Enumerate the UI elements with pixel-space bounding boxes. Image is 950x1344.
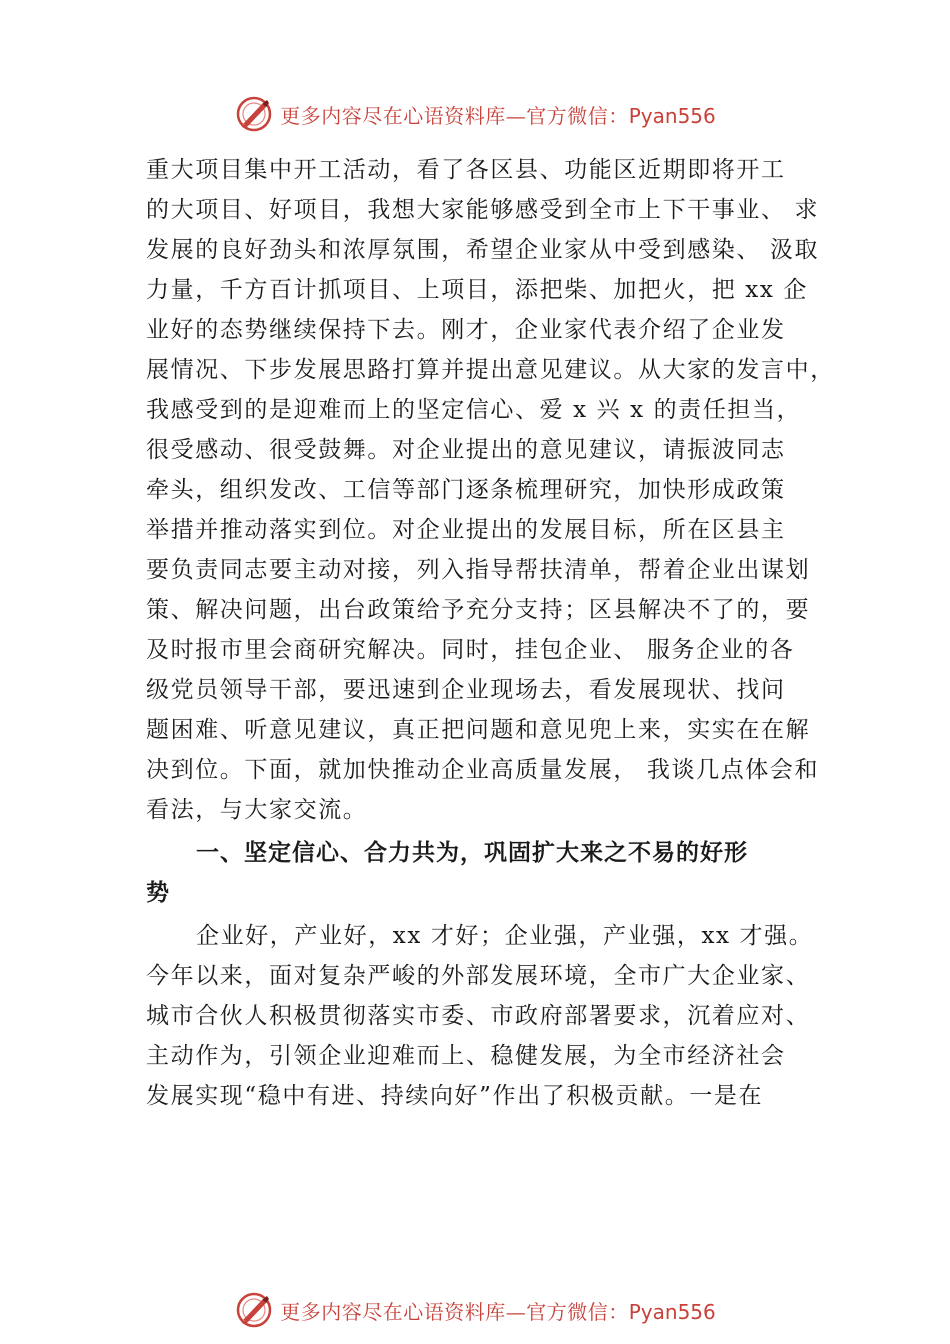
wechat-id: Pyan556	[628, 103, 716, 128]
wechat-label: 官方微信：	[526, 103, 629, 128]
text-line: 企业好，产业好，xx 才好；企业强，产业强，xx 才强。	[196, 923, 814, 949]
site-name: 更多内容尽在心语资料库	[280, 1299, 506, 1324]
wechat-label: 官方微信：	[526, 1299, 629, 1324]
text-line: 决到位。下面，就加快推动企业高质量发展， 我谈几点体会和	[146, 757, 820, 783]
text-line: 及时报市里会商研究解决。同时，挂包企业、 服务企业的各	[146, 637, 795, 663]
text-line: 发展实现“稳中有进、持续向好”作出了积极贡献。一是在	[146, 1083, 764, 1109]
watermark-text	[280, 100, 716, 129]
section-heading: 一、坚定信心、合力共为，巩固扩大来之不易的好形	[196, 840, 748, 866]
text-line: 看法，与大家交流。	[146, 797, 368, 823]
text-line: 发展的良好劲头和浓厚氛围，希望企业家从中受到感染、 汲取	[146, 237, 820, 263]
text-line: 城市合伙人积极贯彻落实市委、市政府部署要求，沉着应对、	[146, 1003, 811, 1029]
text-line: 今年以来，面对复杂严峻的外部发展环境，全市广大企业家、	[146, 963, 811, 989]
text-line: 牵头，组织发改、工信等部门逐条梳理研究，加快形成政策	[146, 477, 786, 503]
footer-watermark-banner	[0, 1288, 950, 1332]
text-line: 重大项目集中开工活动，看了各区县、功能区近期即将开工	[146, 157, 786, 183]
watermark-text	[280, 1296, 716, 1325]
text-line: 业好的态势继续保持下去。刚才，企业家代表介绍了企业发	[146, 317, 786, 343]
brush-seal-logo-icon	[234, 94, 274, 134]
text-line: 力量，千方百计抓项目、上项目，添把柴、加把火，把 xx 企	[146, 277, 808, 303]
text-line: 很受感动、很受鼓舞。对企业提出的意见建议，请振波同志	[146, 437, 786, 463]
separator: —	[505, 103, 527, 128]
section-heading-continued: 势	[146, 880, 170, 906]
separator: —	[505, 1299, 527, 1324]
text-line: 策、解决问题，出台政策给予充分支持；区县解决不了的，要	[146, 597, 811, 623]
text-line: 我感受到的是迎难而上的坚定信心、爱 x 兴 x 的责任担当，	[146, 397, 802, 423]
site-name: 更多内容尽在心语资料库	[280, 103, 506, 128]
wechat-id: Pyan556	[628, 1299, 716, 1324]
brush-seal-logo-icon	[234, 1290, 274, 1330]
text-line: 题困难、听意见建议，真正把问题和意见兜上来，实实在在解	[146, 717, 811, 743]
text-line: 主动作为，引领企业迎难而上、稳健发展，为全市经济社会	[146, 1043, 786, 1069]
header-watermark-banner	[0, 92, 950, 136]
text-line: 举措并推动落实到位。对企业提出的发展目标，所在区县主	[146, 517, 786, 543]
text-line: 级党员领导干部，要迅速到企业现场去，看发展现状、找问	[146, 677, 786, 703]
text-line: 要负责同志要主动对接，列入指导帮扶清单，帮着企业出谋划	[146, 557, 811, 583]
text-line: 展情况、下步发展思路打算并提出意见建议。从大家的发言中，	[146, 357, 835, 383]
document-body	[146, 150, 835, 1116]
text-line: 的大项目、好项目，我想大家能够感受到全市上下干事业、 求	[146, 197, 820, 223]
